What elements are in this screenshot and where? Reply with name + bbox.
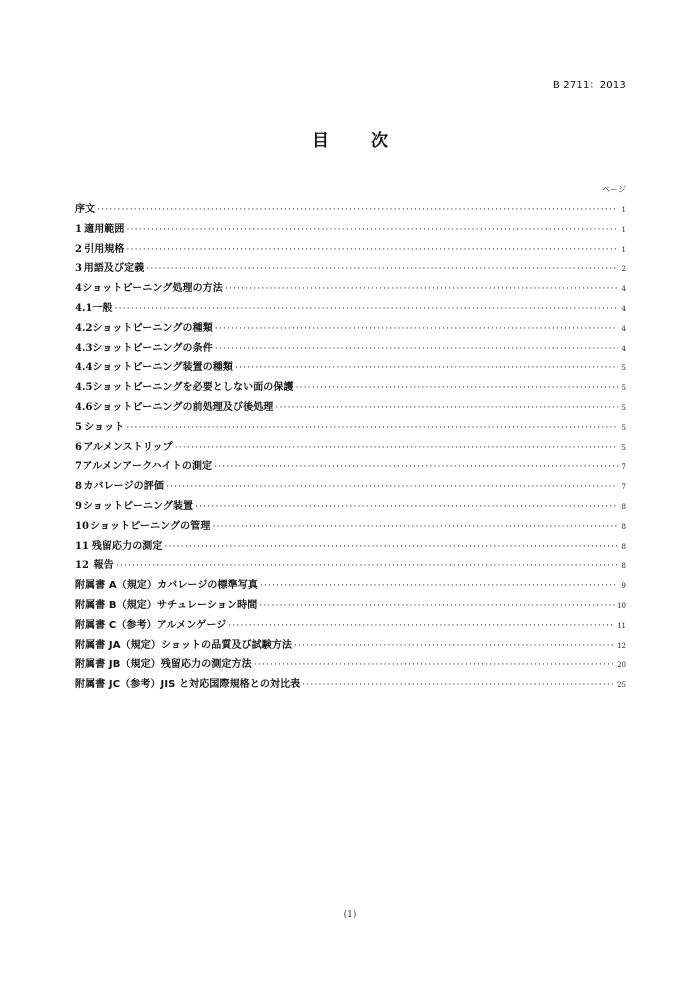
- toc-entry-page: 8: [621, 562, 626, 571]
- toc-entry[interactable]: [75, 279, 626, 299]
- toc-entry-label: カバレージの評価: [83, 481, 164, 493]
- toc-entry-page: 7: [621, 483, 626, 492]
- toc-entry-number: 4.2: [75, 322, 93, 334]
- toc-entry[interactable]: [75, 438, 626, 458]
- toc-entry-label: 附属書 C（参考）アルメンゲージ: [75, 619, 227, 631]
- toc-entry-number: 7: [75, 461, 82, 473]
- toc-entry[interactable]: [75, 240, 626, 260]
- toc-entry[interactable]: [75, 319, 626, 339]
- toc-entry-page: 5: [621, 364, 626, 373]
- toc-entry-number: 11: [75, 540, 89, 552]
- toc-entry[interactable]: [75, 655, 626, 675]
- toc-entry-label: 一般: [92, 302, 113, 314]
- toc-entry-label: ショットピーニング装置: [82, 500, 194, 512]
- toc-entry-page: 1: [621, 245, 626, 254]
- toc-entry-label: 附属書 JB（規定）残留応力の測定方法: [75, 659, 252, 671]
- toc-entry-number: 9: [75, 500, 82, 512]
- toc-entry-label: 適用範囲: [84, 223, 125, 235]
- dot-leader: [195, 502, 618, 512]
- toc-entry-page: 5: [621, 423, 626, 432]
- toc-entry-label: 引用規格: [84, 243, 125, 255]
- toc-entry[interactable]: [75, 576, 626, 596]
- dot-leader: [146, 264, 618, 274]
- toc-entry[interactable]: [75, 200, 626, 220]
- toc-entry-label: アルメンアークハイトの測定: [82, 461, 213, 473]
- dot-leader: [116, 561, 618, 571]
- toc-entry-page: 7: [621, 463, 626, 472]
- toc-entry[interactable]: [75, 378, 626, 398]
- toc-entry[interactable]: [75, 299, 626, 319]
- dot-leader: [127, 245, 618, 255]
- toc-entry-number: 10: [75, 520, 89, 532]
- toc-entry[interactable]: [75, 358, 626, 378]
- toc-entry-page: 4: [621, 344, 626, 353]
- toc-entry-label: 残留応力の測定: [91, 540, 163, 552]
- toc-entry-label: 序文: [75, 204, 96, 215]
- toc-entry[interactable]: [75, 596, 626, 616]
- toc-entry[interactable]: [75, 339, 626, 359]
- page-number: (1): [343, 910, 357, 920]
- dot-leader: [275, 403, 618, 413]
- toc-entry-page: 8: [621, 522, 626, 531]
- toc-entry-label: ショットピーニング処理の方法: [82, 283, 223, 295]
- toc-entry-label: ショットピーニングの前処理及び後処理: [92, 401, 274, 413]
- dot-leader: [214, 462, 618, 472]
- toc-entry-number: 6: [75, 441, 82, 453]
- page-column-label: ページ: [602, 185, 626, 194]
- toc-entry-page: 8: [621, 542, 626, 551]
- toc-entry-label: 附属書 JC（参考）JIS と対応国際規格との対比表: [75, 679, 301, 691]
- toc-entry-number: 12: [75, 560, 89, 572]
- toc-entry[interactable]: [75, 556, 626, 576]
- toc-entry[interactable]: [75, 457, 626, 477]
- toc-entry-number: 4.5: [75, 382, 93, 394]
- toc-entry-page: 4: [621, 324, 626, 333]
- dot-leader: [225, 284, 618, 294]
- toc-entry-page: 10: [617, 601, 626, 610]
- toc-entry-number: 4.4: [75, 362, 93, 374]
- toc-entry-number: 4.1: [75, 302, 93, 314]
- toc-entry-number: 4.3: [75, 342, 93, 354]
- dot-leader: [228, 621, 615, 631]
- toc-entry-label: アルメンストリップ: [83, 441, 173, 453]
- dot-leader: [302, 680, 615, 690]
- toc-entry-label: 附属書 JA（規定）ショットの品質及び試験方法: [75, 639, 293, 651]
- toc-entry-number: 1: [75, 223, 82, 235]
- toc-entry[interactable]: [75, 517, 626, 537]
- toc-entry-number: 2: [75, 243, 82, 255]
- dot-leader: [296, 383, 618, 393]
- table-of-contents: [75, 200, 626, 695]
- dot-leader: [115, 304, 618, 314]
- dot-leader: [212, 522, 618, 532]
- dot-leader: [165, 542, 618, 552]
- toc-entry-label: ショット: [84, 421, 125, 433]
- toc-entry[interactable]: [75, 220, 626, 240]
- toc-entry[interactable]: [75, 477, 626, 497]
- toc-entry-page: 5: [621, 403, 626, 412]
- toc-entry[interactable]: [75, 398, 626, 418]
- toc-entry-page: 8: [621, 502, 626, 511]
- toc-entry-page: 1: [621, 225, 626, 234]
- toc-entry-label: ショットピーニング装置の種類: [92, 362, 234, 374]
- toc-entry[interactable]: [75, 259, 626, 279]
- toc-entry-number: 4.6: [75, 401, 93, 413]
- toc-entry[interactable]: [75, 636, 626, 656]
- toc-entry-label: 附属書 B（規定）サチュレーション時間: [75, 599, 258, 611]
- dot-leader: [175, 443, 618, 453]
- toc-entry-label: ショットピーニングを必要としない面の保護: [92, 382, 294, 394]
- toc-entry[interactable]: [75, 537, 626, 557]
- toc-entry[interactable]: [75, 418, 626, 438]
- toc-entry-number: 5: [75, 421, 82, 433]
- dot-leader: [294, 641, 615, 651]
- toc-entry[interactable]: [75, 675, 626, 695]
- toc-entry[interactable]: [75, 616, 626, 636]
- toc-entry-page: 4: [621, 304, 626, 313]
- dot-leader: [254, 660, 615, 670]
- toc-entry-number: 4: [75, 283, 82, 295]
- dot-leader: [260, 581, 618, 591]
- toc-entry-page: 2: [621, 265, 626, 274]
- dot-leader: [166, 482, 618, 492]
- toc-entry-label: ショットピーニングの種類: [92, 322, 213, 334]
- toc-entry-page: 11: [617, 621, 626, 630]
- toc-entry-label: 附属書 A（規定）カバレージの標準写真: [75, 580, 258, 592]
- toc-entry-page: 12: [617, 641, 626, 650]
- toc-entry-label: 用語及び定義: [83, 263, 145, 275]
- toc-entry[interactable]: [75, 497, 626, 517]
- toc-entry-page: 9: [621, 582, 626, 591]
- toc-entry-label: ショットピーニングの管理: [90, 520, 211, 532]
- document-number: B 2711：2013: [552, 80, 626, 91]
- toc-entry-number: 8: [75, 481, 82, 493]
- dot-leader: [97, 205, 618, 215]
- toc-entry-page: 5: [621, 443, 626, 452]
- toc-entry-page: 25: [617, 681, 626, 690]
- dot-leader: [259, 601, 615, 611]
- toc-entry-page: 20: [617, 661, 626, 670]
- dot-leader: [215, 324, 618, 334]
- toc-entry-page: 1: [621, 206, 626, 214]
- toc-entry-page: 4: [621, 285, 626, 294]
- toc-entry-label: 報告: [93, 560, 114, 572]
- dot-leader: [126, 423, 618, 433]
- dot-leader: [215, 344, 618, 354]
- toc-entry-label: ショットピーニングの条件: [92, 342, 213, 354]
- dot-leader: [127, 225, 618, 235]
- dot-leader: [235, 363, 618, 373]
- page-title: 目 次: [312, 131, 406, 151]
- toc-entry-page: 5: [621, 384, 626, 393]
- toc-entry-number: 3: [75, 263, 82, 275]
